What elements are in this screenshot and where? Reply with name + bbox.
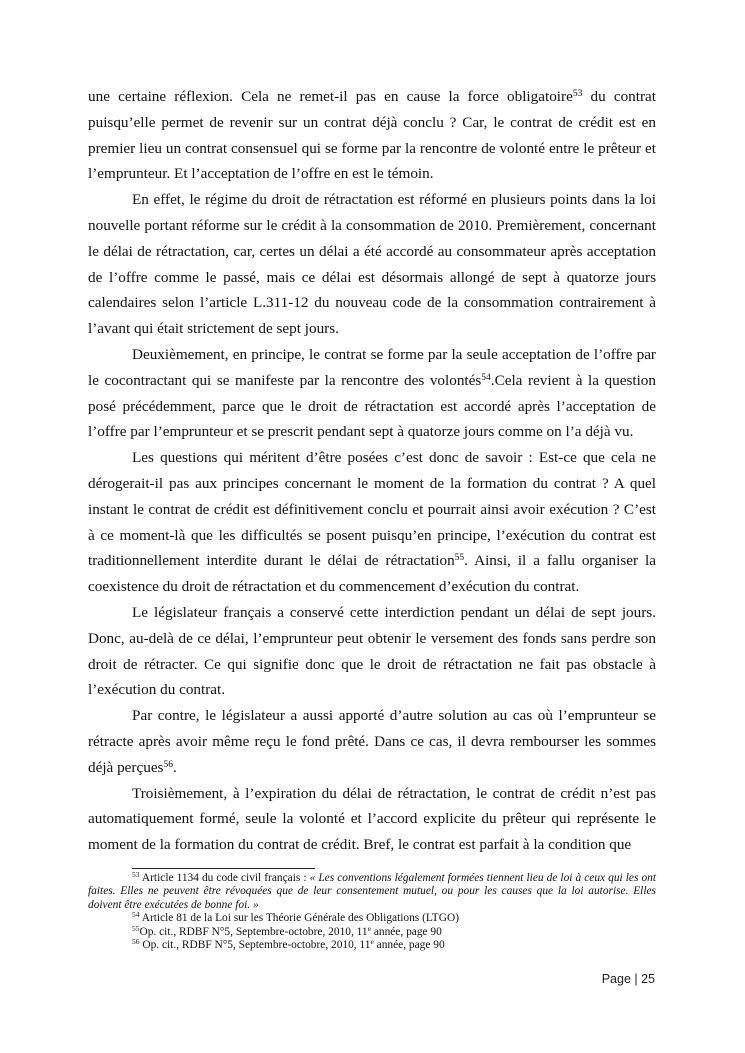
- footnote: $^{53}$ Article 1134 du code civil français : « Les conventions légalement formées tiennent lieu de loi à ceux qui les ont faites. Elles ne peuvent être révoquées que de leur consentement mutuel, ou pour les causes que la loi autorise. Elles doivent être exécutées de bonne foi. »: [88, 870, 657, 911]
- paragraph: Le législateur français a conservé cette interdiction pendant un délai de sept jours. Donc, au-delà de ce délai, l’emprunteur peut obtenir le versement des fonds sans perdre son droit de rétracter. Ce qui signifie donc que le droit de rétractation ne fait pas obstacle à l’exécution du contrat.: [88, 603, 656, 699]
- body-text: [88, 84, 656, 858]
- footnote-ref[interactable]: 56: [163, 759, 173, 770]
- footnote-separator: [132, 868, 315, 869]
- paragraph: Deuxièmement, en principe, le contrat se forme par la seule acceptation de l’offre par le cocontractant qui se manifeste par la rencontre des volontés$^{54}$.Cela revient à la question posé précédemment, parce que le droit de rétractation est accordé après l’acceptation de l’offre par l’emprunteur et se prescrit pendant sept à quatorze jours comme on l’a déjà vu.: [88, 345, 656, 441]
- paragraph: Les questions qui méritent d’être posées c’est donc de savoir : Est-ce que cela ne dérogerait-il pas aux principes concernant le moment de la formation du contrat ? A quel instant le contrat de crédit est définitivement conclu et pourrait ainsi avoir exécution ? C’est à ce moment-là que les difficultés se posent puisqu’en principe, l’exécution du contrat est traditionnellement interdite durant le délai de rétractation$^{55}$. Ainsi, il a fallu organiser la coexistence du droit de rétractation et du commencement d’exécution du contrat.: [88, 449, 657, 596]
- page-number: Page | 25: [601, 972, 655, 986]
- paragraph: En effet, le régime du droit de rétractation est réformé en plusieurs points dans la loi nouvelle portant réforme sur le crédit à la consommation de 2010. Premièrement, concernant le délai de rétractation, car, certes un délai a été accordé au consommateur après acceptation de l’offre comme le passé, mais ce délai est désormais allongé de sept à quatorze jours calendaires selon l’article L.311-12 du nouveau code de la consommation contrairement à l’avant qui était strictement de sept jours.: [88, 191, 656, 338]
- paragraph: Troisièmement, à l’expiration du délai de rétractation, le contrat de crédit n’est pas automatiquement formé, seule la volonté et l’accord explicite du prêteur qui représente le moment de la formation du contrat de crédit. Bref, le contrat est parfait à la condition que: [88, 784, 656, 854]
- footnote-ref[interactable]: 53: [572, 89, 583, 99]
- footnote: $^{56}$ Op. cit., RDBF N°5, Septembre-octobre, 2010, 11e année, page 90: [132, 937, 445, 952]
- footnote-ref[interactable]: 55: [454, 553, 465, 564]
- footnote-ref[interactable]: 54: [481, 372, 491, 383]
- footnote: $^{55}$Op. cit., RDBF N°5, Septembre-octobre, 2010, 11e année, page 90: [132, 923, 442, 938]
- footnotes: [88, 872, 656, 952]
- paragraph: Par contre, le législateur a aussi apporté d’autre solution au cas où l’emprunteur se rétracte après avoir même reçu le fond prêté. Dans ce cas, il devra rembourser les sommes déjà perçues$^{56}$.: [88, 707, 656, 776]
- footnote: $^{54}$ Article 81 de la Loi sur les Théorie Générale des Obligations (LTGO): [132, 910, 459, 925]
- paragraph: une certaine réflexion. Cela ne remet-il pas en cause la force obligatoire$^{53}$ du contrat puisqu’elle permet de revenir sur un contrat déjà conclu ? Car, le contrat de crédit est en premier lieu un contrat consensuel qui se forme par la rencontre de volonté entre le prêteur et l’emprunteur. Et l’acceptation de l’offre en est le témoin.: [88, 88, 656, 183]
